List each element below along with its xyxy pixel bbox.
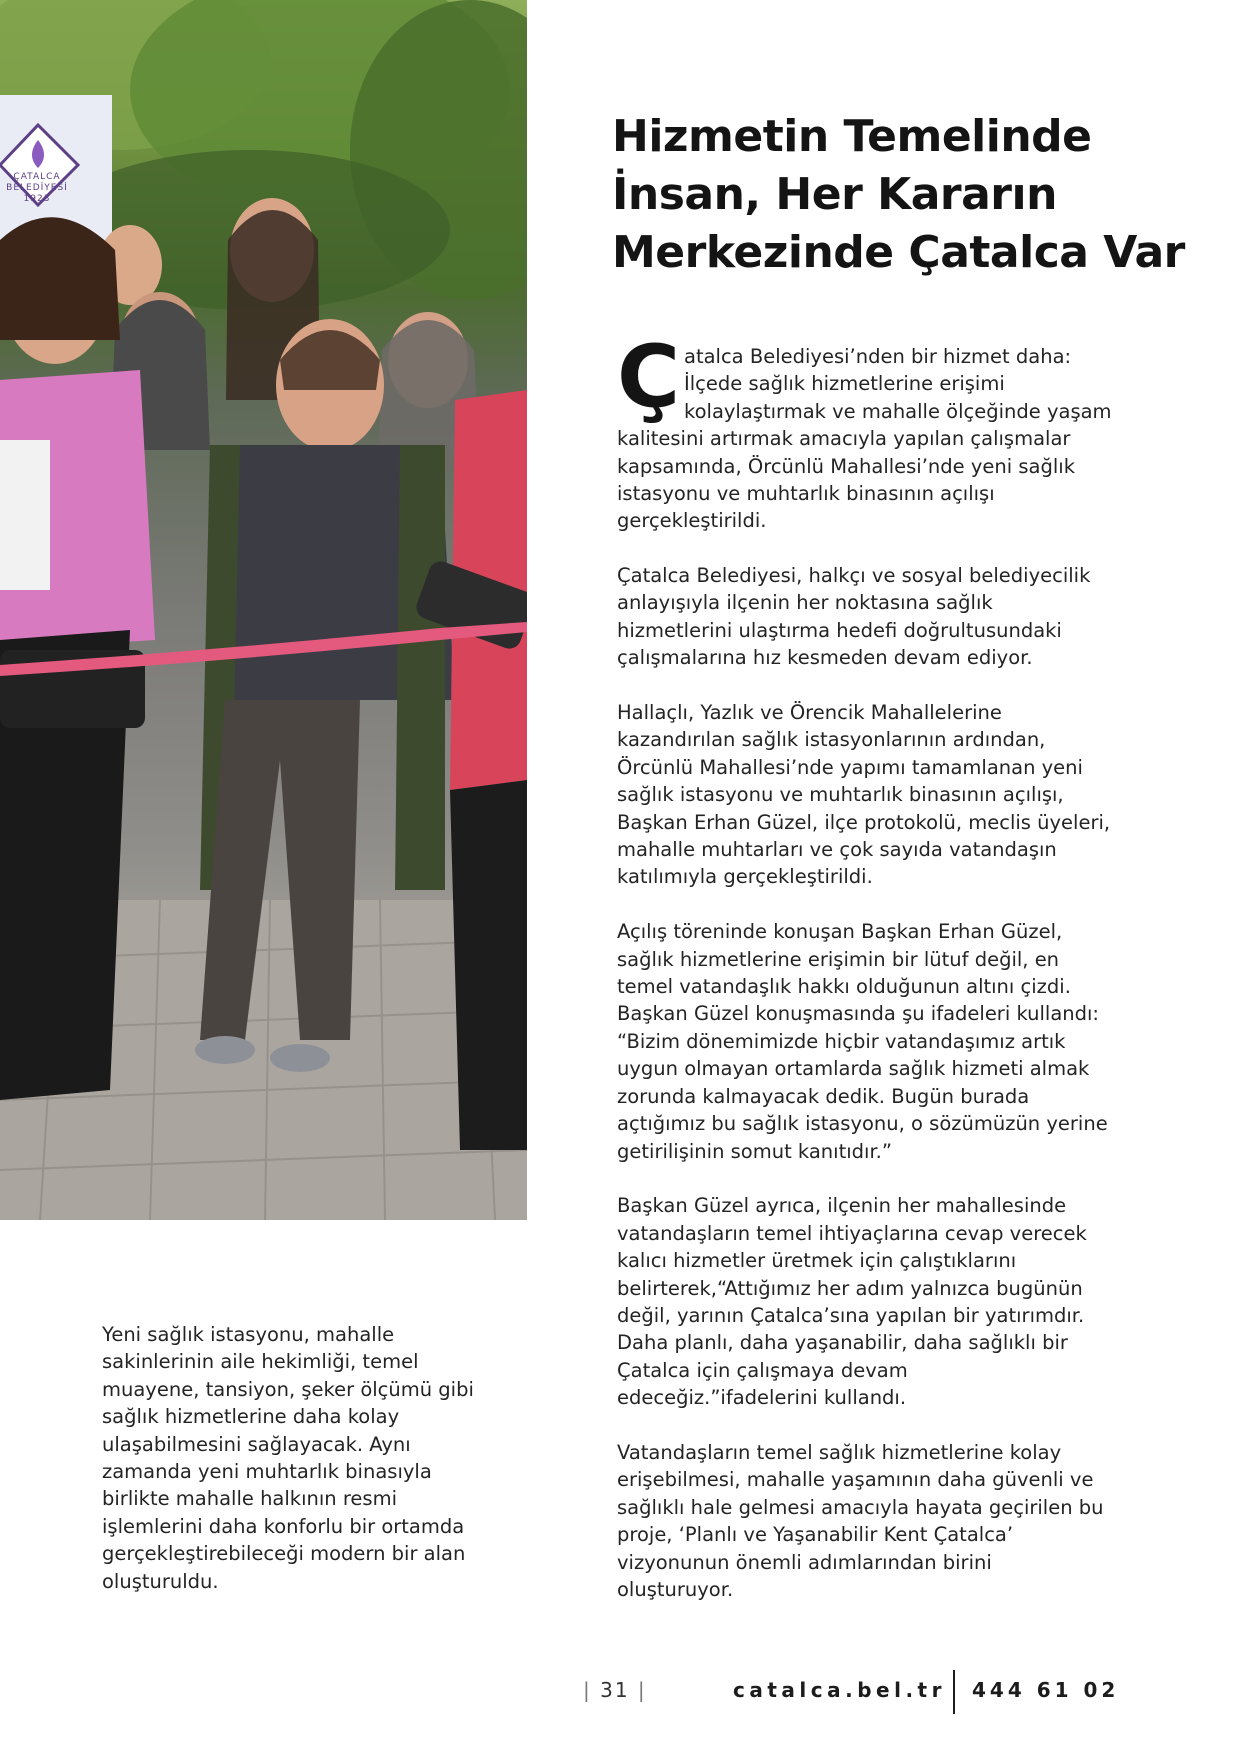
paragraph-5: Başkan Güzel ayrıca, ilçenin her mahallesinde vatandaşların temel ihtiyaçlarına cevap verecek kalıcı hizmetler üretmek için çalıştıklarını belirterek,“Attığımız her adım yalnızca bugünün değil, yarının Çatalca’sına yapılan bir yatırımdır. Daha planlı, daha yaşanabilir, daha sağlıklı bir Çatalca için çalışmaya devam edeceğiz.”ifadelerini kullandı. (617, 1194, 1087, 1410)
intro-paragraph: atalca Belediyesi’nden bir hizmet daha: İlçede sağlık hizmetlerine erişimi kolaylaştırmak ve mahalle ölçeğinde yaşam kalitesini artırmak amacıyla yapılan çalışmalar kapsamında, Örcünlü Mahallesi’nde yeni sağlık istasyonu ve muhtarlık binasının açılışı gerçekleştirildi. (617, 345, 1112, 533)
ceremony-photo (0, 0, 527, 1220)
headline-line: Merkezinde Çatalca Var (612, 227, 1185, 278)
phone-number[interactable]: 444 61 02 (972, 1678, 1120, 1702)
headline-line: İnsan, Her Kararın (612, 169, 1057, 220)
paragraph-6: Vatandaşların temel sağlık hizmetlerine kolay erişebilmesi, mahalle yaşamının daha güvenli ve sağlıklı hale gelmesi amacıyla hayata geçirilen bu proje, ‘Planlı ve Yaşanabilir Kent Çatalca’ vizyonunun önemli adımlarından birini oluşturuyor. (617, 1440, 1104, 1601)
page-footer (0, 1670, 1240, 1710)
paragraph-2: Çatalca Belediyesi, halkçı ve sosyal belediyecilik anlayışıyla ilçenin her noktasına sağlık hizmetlerini ulaştırma hedefi doğrultusundaki çalışmalarına hız kesmeden devam ediyor. (617, 564, 1091, 670)
photo-illustration (0, 0, 527, 1220)
paragraph-4: Açılış töreninde konuşan Başkan Erhan Güzel, sağlık hizmetlerine erişimin bir lütuf değil, en temel vatandaşlık hakkı olduğunun altını çizdi. Başkan Güzel konuşmasında şu ifadeleri kullandı: “Bizim dönemimizde hiçbir vatandaşımız artık uygun olmayan ortamlarda sağlık hizmeti almak zorunda kalmayacak dedik. Bugün burada açtığımız bu sağlık istasyonu, o sözümüzün yerine getirilişinin somut kanıtıdır.” (617, 920, 1108, 1163)
footer-divider (953, 1670, 955, 1714)
article-headline (612, 108, 1212, 282)
headline-line: Hizmetin Temelinde (612, 111, 1092, 162)
paragraph-3: Hallaçlı, Yazlık ve Örencik Mahallelerine kazandırılan sağlık istasyonlarının ardından, Örcünlü Mahallesi’nde yapımı tamamlanan yeni sağlık istasyonu ve muhtarlık binasının açılışı, Başkan Erhan Güzel, ilçe protokolü, meclis üyeleri, mahalle muhtarları ve çok sayıda vatandaşın katılımıyla gerçekleştirildi. (617, 701, 1111, 889)
photo-caption-paragraph: Yeni sağlık istasyonu, mahalle sakinlerinin aile hekimliği, temel muayene, tansiyon, şeker ölçümü gibi sağlık hizmetlerine daha kolay ulaşabilmesini sağlayacak. Aynı zamanda yeni muhtarlık binasıyla birlikte mahalle halkının resmi işlemlerini daha konforlu bir ortamda gerçekleştirebileceği modern bir alan oluşturuldu. (102, 1323, 474, 1593)
article-body (617, 562, 1177, 1631)
municipality-sign-text: ÇATALCA BELEDİYESİ 1923 (6, 172, 68, 204)
drop-cap: Ç (617, 327, 681, 427)
page-number: 31 (600, 1678, 630, 1702)
page-number-block: | 31 | (583, 1678, 647, 1702)
website-link[interactable]: catalca.bel.tr (733, 1678, 946, 1702)
